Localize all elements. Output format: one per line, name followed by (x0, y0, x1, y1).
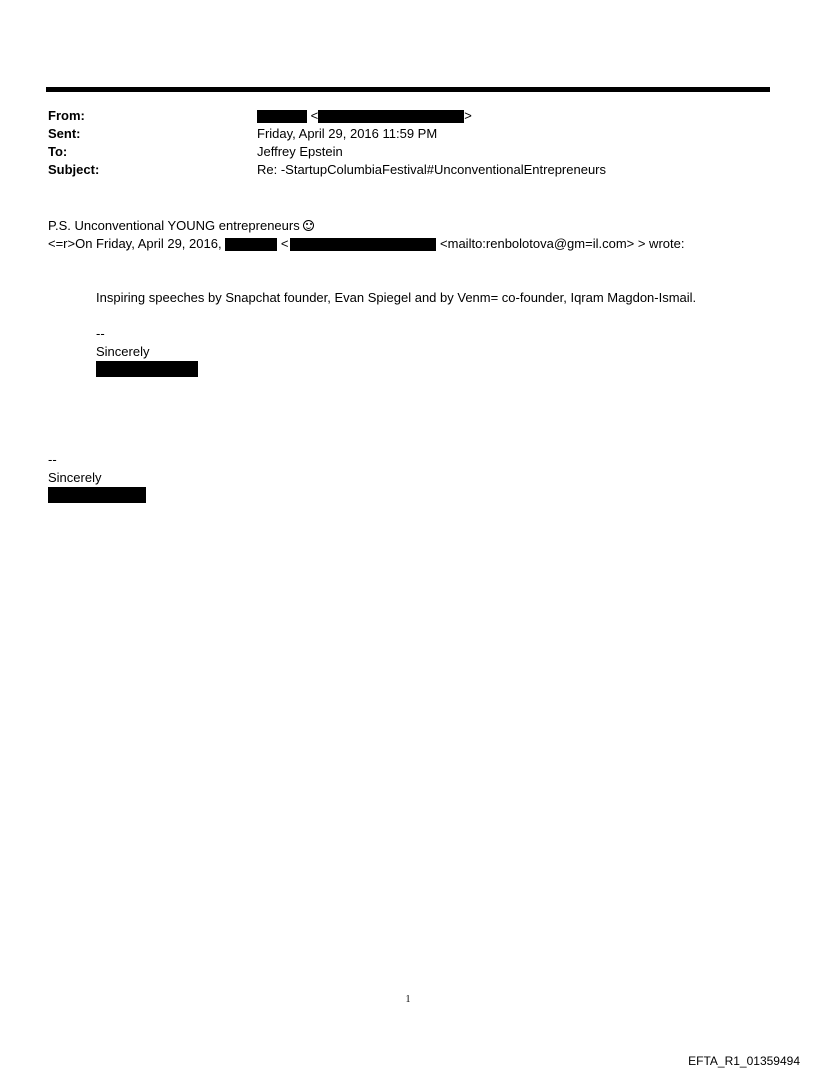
subject-value: Re: -StartupColumbiaFestival#UnconventionalEntrepreneurs (257, 162, 607, 177)
from-lt: < (310, 108, 319, 123)
sent-value: Friday, April 29, 2016 11:59 PM (257, 126, 438, 141)
redacted-signature (48, 487, 146, 503)
quoted-sincerely: Sincerely (96, 344, 150, 359)
quoted-sig-dashes: -- (96, 326, 105, 341)
to-label: To: (48, 144, 68, 159)
redacted-quoted-signature (96, 361, 198, 377)
quote-intro-lt: < (280, 236, 289, 251)
ps-text: P.S. Unconventional YOUNG entrepreneurs (48, 218, 300, 233)
quoted-text: Inspiring speeches by Snapchat founder, Evan Spiegel and by Venm= co-founder, Iqram Magdon-Ismail. (96, 290, 697, 305)
subject-label: Subject: (48, 162, 100, 177)
ps-line (48, 217, 314, 235)
redacted-quoted-name (225, 238, 277, 251)
from-label: From: (48, 108, 85, 123)
to-value: Jeffrey Epstein (257, 144, 343, 159)
redacted-sender-name (257, 110, 307, 123)
quote-intro (48, 235, 684, 253)
redacted-sender-email (318, 110, 464, 123)
from-value (257, 107, 472, 125)
quote-intro-prefix: <=r>On Friday, April 29, 2016, (48, 236, 222, 251)
header-divider (46, 87, 770, 92)
from-gt: > (464, 108, 472, 123)
document-id: EFTA_R1_01359494 (688, 1054, 800, 1068)
sent-label: Sent: (48, 126, 81, 141)
sig-dashes: -- (48, 452, 57, 467)
redacted-quoted-email (290, 238, 436, 251)
quote-intro-suffix: <mailto:renbolotova@gm=il.com> > wrote: (440, 236, 685, 251)
smiley-face-icon (303, 220, 314, 231)
sincerely: Sincerely (48, 470, 102, 485)
page-number: 1 (405, 994, 411, 1005)
